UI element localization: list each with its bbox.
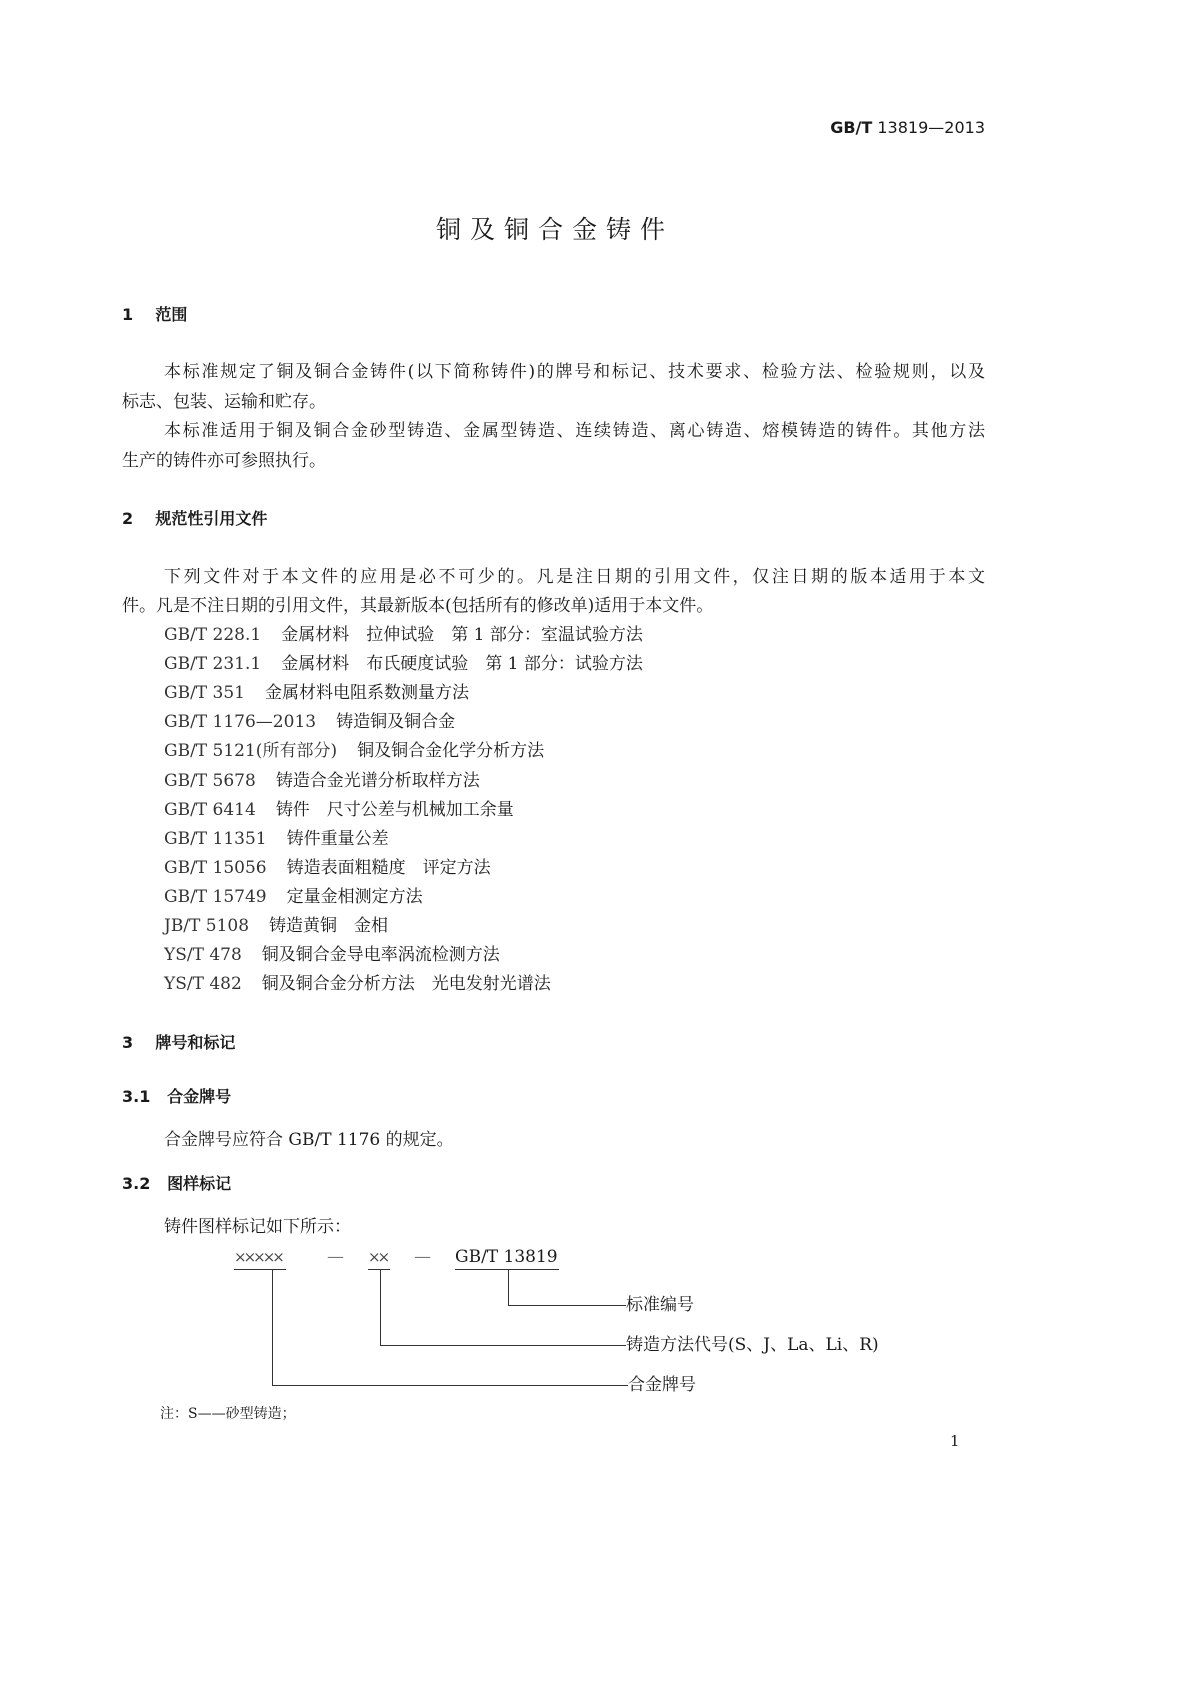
s31-text: 合金牌号应符合 GB/T 1176 的规定。 [164, 1130, 454, 1150]
s2-p1-l2: 件。凡是不注日期的引用文件，其最新版本(包括所有的修改单)适用于本文件。 [122, 596, 714, 616]
reference-title: 铸造表面粗糙度 评定方法 [286, 857, 491, 878]
label-standard: 标准编号 [626, 1295, 694, 1315]
reference-code: GB/T 351 [164, 683, 245, 704]
section-3-1-heading: 3.1 合金牌号 [122, 1087, 232, 1106]
reference-item [164, 799, 514, 821]
reference-code: GB/T 11351 [164, 828, 267, 849]
label-alloy: 合金牌号 [628, 1375, 696, 1395]
reference-item [164, 828, 389, 850]
reference-item [164, 973, 551, 995]
reference-code: GB/T 6414 [164, 799, 256, 820]
section-3-2-heading: 3.2 图样标记 [122, 1174, 232, 1193]
reference-title: 金属材料 拉伸试验 第 1 部分：室温试验方法 [281, 625, 643, 645]
reference-item [164, 857, 491, 879]
leader-alloy-h [272, 1385, 628, 1386]
reference-title: 定量金相测定方法 [286, 886, 423, 907]
reference-title: 铸造铜及铜合金 [336, 712, 456, 733]
header-number: 13819—2013 [877, 118, 985, 137]
reference-item [164, 944, 500, 966]
label-method: 铸造方法代号(S、J、La、Li、R) [626, 1335, 879, 1355]
s1-p2-l2: 生产的铸件亦可参照执行。 [122, 451, 326, 471]
s2-p1-l1: 下列文件对于本文件的应用是必不可少的。凡是注日期的引用文件，仅注日期的版本适用于本文 [164, 567, 985, 587]
reference-title: 铜及铜合金化学分析方法 [357, 741, 545, 762]
diagram-dash-1: — [327, 1247, 344, 1267]
reference-title: 铸造黄铜 金相 [269, 916, 389, 936]
document-title: 铜及铜合金铸件 [435, 215, 674, 244]
reference-item [164, 653, 643, 675]
section-1-heading: 1 范围 [122, 305, 188, 324]
reference-title: 铸造合金光谱分析取样方法 [275, 770, 480, 791]
reference-item [164, 915, 388, 937]
page-header [820, 117, 985, 139]
reference-code: GB/T 15056 [164, 857, 267, 878]
reference-code: GB/T 228.1 [164, 625, 262, 645]
reference-item [164, 711, 455, 733]
leader-method-h [380, 1345, 626, 1346]
note: 注：S——砂型铸造； [160, 1406, 296, 1422]
leader-standard-v [508, 1270, 509, 1306]
reference-item [164, 886, 423, 908]
reference-code: JB/T 5108 [164, 916, 250, 936]
page-number: 1 [950, 1432, 960, 1450]
header-prefix: GB/T [830, 118, 873, 137]
reference-code: GB/T 5121(所有部分) [164, 741, 338, 762]
s1-p1-l1: 本标准规定了铜及铜合金铸件(以下简称铸件)的牌号和标记、技术要求、检验方法、检验规则，以及 [164, 362, 985, 382]
reference-code: GB/T 15749 [164, 886, 267, 907]
reference-item [164, 682, 469, 704]
reference-title: 金属材料电阻系数测量方法 [265, 683, 469, 704]
reference-title: 铸件 尺寸公差与机械加工余量 [275, 799, 514, 820]
s32-text: 铸件图样标记如下所示： [164, 1217, 351, 1237]
diagram-alloy-code: ××××× [234, 1246, 286, 1270]
diagram-dash-2: — [414, 1247, 431, 1267]
diagram-method-code: ×× [368, 1246, 390, 1270]
s1-p1-l2: 标志、包装、运输和贮存。 [122, 392, 326, 412]
s1-p2-l1: 本标准适用于铜及铜合金砂型铸造、金属型铸造、连续铸造、离心铸造、熔模铸造的铸件。其他方法 [164, 421, 985, 441]
leader-method-v [380, 1270, 381, 1346]
reference-code: YS/T 478 [164, 945, 242, 966]
reference-code: GB/T 1176—2013 [164, 712, 317, 733]
reference-code: GB/T 5678 [164, 770, 256, 791]
reference-item [164, 624, 643, 646]
reference-code: YS/T 482 [164, 974, 242, 995]
reference-title: 铜及铜合金导电率涡流检测方法 [261, 945, 500, 966]
reference-item [164, 740, 544, 762]
diagram-standard: GB/T 13819 [455, 1246, 559, 1270]
leader-alloy-v [272, 1270, 273, 1386]
reference-title: 铜及铜合金分析方法 光电发射光谱法 [261, 974, 551, 995]
leader-standard-h [508, 1305, 626, 1306]
reference-title: 铸件重量公差 [286, 828, 389, 849]
reference-code: GB/T 231.1 [164, 654, 262, 675]
reference-title: 金属材料 布氏硬度试验 第 1 部分：试验方法 [281, 654, 643, 675]
reference-item [164, 770, 480, 792]
section-2-heading: 2 规范性引用文件 [122, 509, 268, 528]
section-3-heading: 3 牌号和标记 [122, 1033, 236, 1052]
